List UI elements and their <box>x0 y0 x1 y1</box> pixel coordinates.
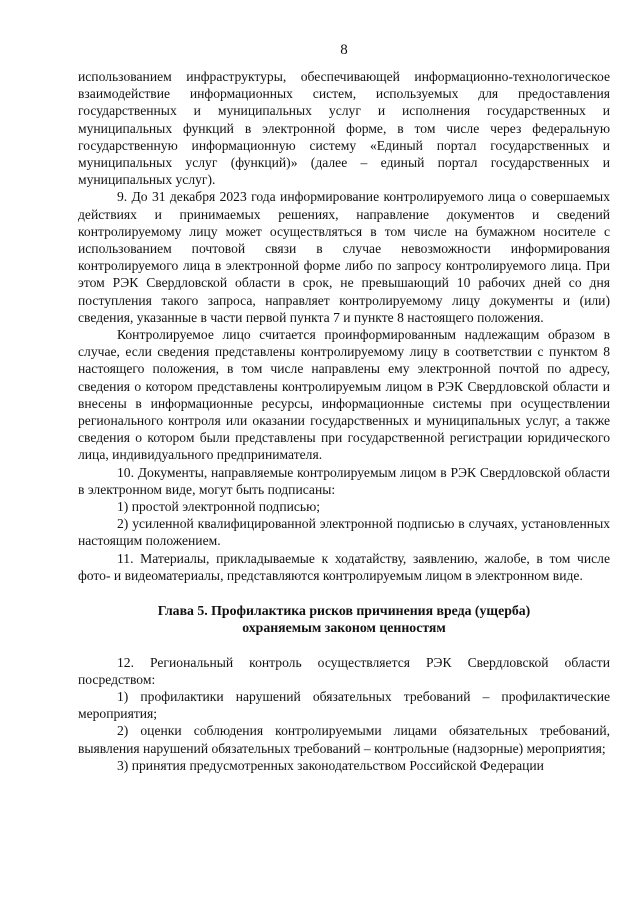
chapter-heading-line-1: Глава 5. Профилактика рисков причинения вреда (ущерба) <box>157 603 531 619</box>
list-item: 2) усиленной квалифицированной электронной подписью в случаях, установленных настоящим положением. <box>78 516 610 549</box>
list-item: 1) профилактики нарушений обязательных требований – профилактические мероприятия; <box>78 688 610 722</box>
page-number: 8 <box>340 42 348 58</box>
paragraph-item-12: 12. Региональный контроль осуществляется РЭК Свердловской области посредством: <box>78 654 610 687</box>
paragraph-item-11: 11. Материалы, прикладываемые к ходатайству, заявлению, жалобе, в том числе фото- и видеоматериалы, представляются контролируемым лицом в электронном виде. <box>78 550 610 583</box>
paragraph-item-9: 9. До 31 декабря 2023 года информирование контролируемого лица о совершаемых действиях и принимаемых решениях, направление документов и сведений контролируемому лицу может осуществляться в том числе на бумажном носителе с использованием почтовой связи в случае невозможности информирования контролируемого лица в электронной форме либо по запросу контролируемого лица. При этом РЭК Свердловской области в срок, не превышающий 10 рабочих дней со дня поступления такого запроса, направляет контролируемому лицу документы и (или) сведения, указанные в части первой пункта 7 и пункте 8 настоящего положения. <box>78 189 610 325</box>
paragraph: Контролируемое лицо считается проинформированным надлежащим образом в случае, если сведения представлены контролируемому лицу в соответствии с пунктом 8 настоящего положения, в том числе направлены ему электронной почтой по адресу, сведения о котором представлены контролируемым лицом в РЭК Свердловской области и внесены в информационные ресурсы, информационные системы при осуществлении регионального контроля или оказании государственных и муниципальных услуг, а также сведения о котором были представлены при государственной регистрации юридического лица, индивидуального предпринимателя. <box>78 327 610 463</box>
list-item: 1) простой электронной подписью; <box>117 499 321 515</box>
document-page <box>78 40 610 774</box>
chapter-heading-line-2: охраняемым законом ценностям <box>242 620 446 636</box>
paragraph: использованием инфраструктуры, обеспечивающей информационно-технологическое взаимодействие информационных систем, используемых для предоставления государственных и муниципальных услуг и исполнения государственных и муниципальных функций в электронной форме, в том числе через федеральную государственную информационную систему «Единый портал государственных и муниципальных услуг (функций)» (далее – единый портал государственных и муниципальных услуг). <box>78 69 610 188</box>
paragraph-item-10: 10. Документы, направляемые контролируемым лицом в РЭК Свердловской области в электронном виде, могут быть подписаны: <box>78 464 610 497</box>
list-item: 2) оценки соблюдения контролируемыми лицами обязательных требований, выявления нарушений обязательных требований – контрольные (надзорные) мероприятия; <box>78 723 610 756</box>
list-item: 3) принятия предусмотренных законодательством Российской Федерации <box>117 757 544 773</box>
